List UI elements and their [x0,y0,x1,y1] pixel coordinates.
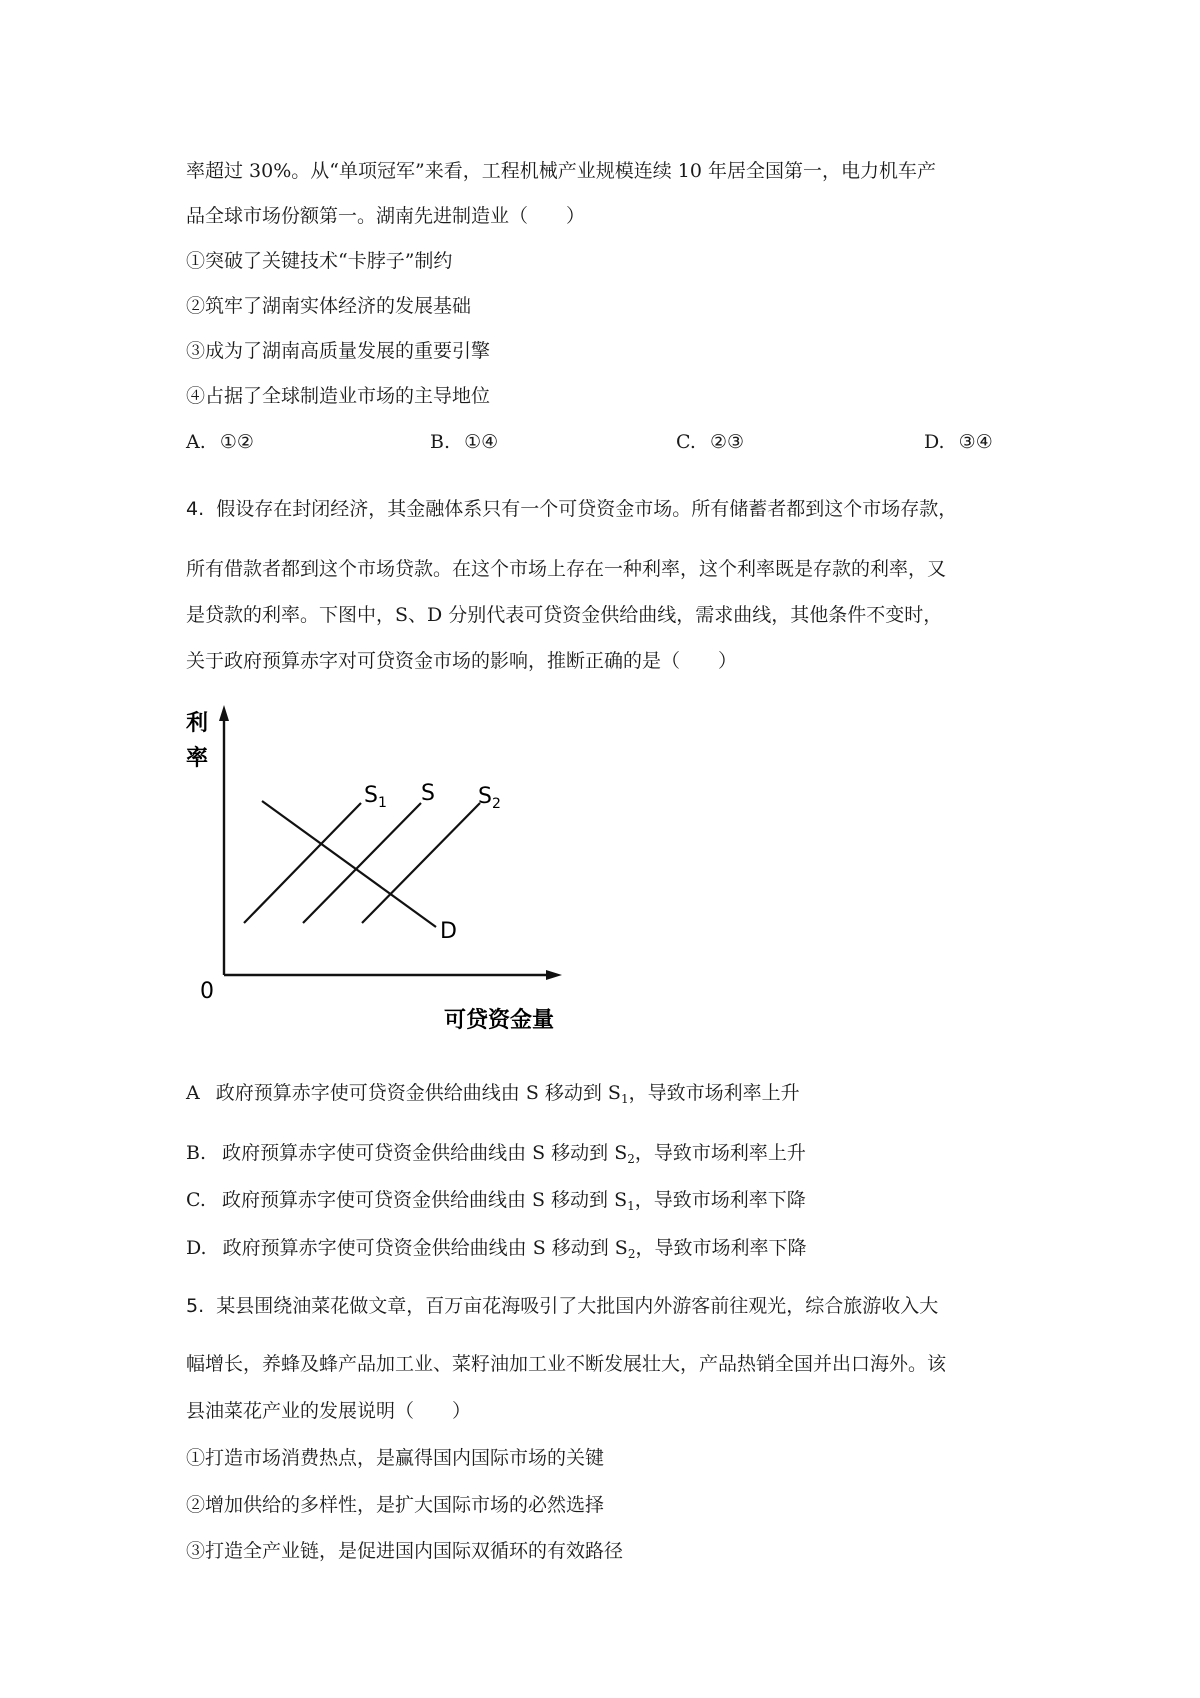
answer-text-post: ，导致市场利率下降 [634,1189,806,1211]
q5-stem-line-2: 幅增长，养蜂及蜂产品加工业、菜籽油加工业不断发展壮大，产品热销全国并出口海外。该 [186,1353,947,1375]
q4-answer-b[interactable] [186,1140,806,1172]
q3-option-3: ③成为了湖南高质量发展的重要引擎 [186,340,491,362]
supply-curve-s [303,803,421,923]
q5-option-2: ②增加供给的多样性，是扩大国际市场的必然选择 [186,1494,605,1516]
answer-text-post: ，导致市场利率下降 [635,1237,807,1259]
q3-choice-a[interactable] [186,429,254,455]
supply-curve-s1 [244,803,361,923]
curve-label-d: D [440,919,457,944]
answer-label: C. [186,1189,206,1211]
origin-label: 0 [200,979,214,1004]
answer-label: D. [186,1237,207,1259]
q4-answer-c[interactable] [186,1187,806,1219]
q4-stem-line-2: 所有借款者都到这个市场贷款。在这个市场上存在一种利率，这个利率既是存款的利率，又 [186,558,947,580]
curve-label-main: S [478,784,492,809]
q4-stem-line-3: 是贷款的利率。下图中，S、D 分别代表可贷资金供给曲线，需求曲线，其他条件不变时， [186,604,943,626]
curve-label-sub: 2 [491,796,501,812]
y-axis-label-2: 率 [186,746,209,771]
choice-text: ③④ [958,431,993,453]
curve-label-s2 [478,784,501,812]
curve-label-s: S [421,781,435,806]
q4-answer-a[interactable] [186,1080,800,1112]
diagram-svg [186,695,586,1045]
question-number: 5. [186,1295,205,1317]
choice-text: ①④ [464,431,499,453]
choice-text: ①② [219,431,254,453]
choice-label: B. [430,431,451,453]
choice-label: D. [924,431,945,453]
question-number: 4. [186,498,205,520]
q3-option-1: ①突破了关键技术“卡脖子”制约 [186,250,453,272]
answer-subscript: 1 [627,1199,635,1213]
q3-choice-c[interactable] [676,429,744,455]
answer-label: A [186,1082,200,1104]
demand-curve-d [262,801,436,927]
q3-option-2: ②筑牢了湖南实体经济的发展基础 [186,295,472,317]
q3-stem-line-2: 品全球市场份额第一。湖南先进制造业（ ） [186,205,586,227]
answer-text-pre: 政府预算赤字使可贷资金供给曲线由 S 移动到 S [221,1189,628,1211]
answer-label: B. [186,1142,207,1164]
q3-stem-line-1: 率超过 30%。从“单项冠军”来看，工程机械产业规模连续 10 年居全国第一，电力机车产 [186,160,936,182]
choice-label: C. [676,431,696,453]
answer-subscript: 1 [620,1092,629,1106]
supply-curve-s2 [362,803,480,923]
q4-stem-line-4: 关于政府预算赤字对可贷资金市场的影响，推断正确的是（ ） [186,650,738,672]
curve-label-s1 [364,783,387,811]
answer-text-post: ，导致市场利率上升 [628,1082,800,1104]
q3-option-4: ④占据了全球制造业市场的主导地位 [186,385,491,407]
q3-choice-d[interactable] [924,429,993,455]
y-axis-arrow-icon [219,705,229,721]
x-axis-arrow-icon [546,970,562,980]
answer-text-post: ，导致市场利率上升 [634,1142,806,1164]
q5-option-1: ①打造市场消费热点，是赢得国内国际市场的关键 [186,1447,605,1469]
y-axis-label-1: 利 [186,711,209,736]
curve-label-sub: 1 [377,795,387,811]
answer-text-pre: 政府预算赤字使可贷资金供给曲线由 S 移动到 S [222,1237,628,1259]
q4-answer-d[interactable] [186,1235,806,1267]
answer-subscript: 2 [627,1152,635,1166]
q5-stem-line-3: 县油菜花产业的发展说明（ ） [186,1400,472,1422]
q5-option-3: ③打造全产业链，是促进国内国际双循环的有效路径 [186,1540,624,1562]
q5-stem-text-1: 某县围绕油菜花做文章，百万亩花海吸引了大批国内外游客前往观光，综合旅游收入大 [216,1295,939,1317]
answer-text-pre: 政府预算赤字使可贷资金供给曲线由 S 移动到 S [215,1082,621,1104]
curve-label-main: S [364,783,378,808]
x-axis-label: 可贷资金量 [444,1008,555,1033]
answer-text-pre: 政府预算赤字使可贷资金供给曲线由 S 移动到 S [222,1142,628,1164]
q4-stem-line-1 [186,496,957,522]
q3-choice-b[interactable] [430,429,498,455]
answer-subscript: 2 [627,1247,636,1261]
choice-text: ②③ [709,431,745,453]
q4-stem-text-1: 假设存在封闭经济，其金融体系只有一个可贷资金市场。所有储蓄者都到这个市场存款， [216,498,958,520]
q5-stem-line-1 [186,1293,938,1319]
choice-label: A. [186,431,206,453]
loanable-funds-diagram [186,695,586,1045]
